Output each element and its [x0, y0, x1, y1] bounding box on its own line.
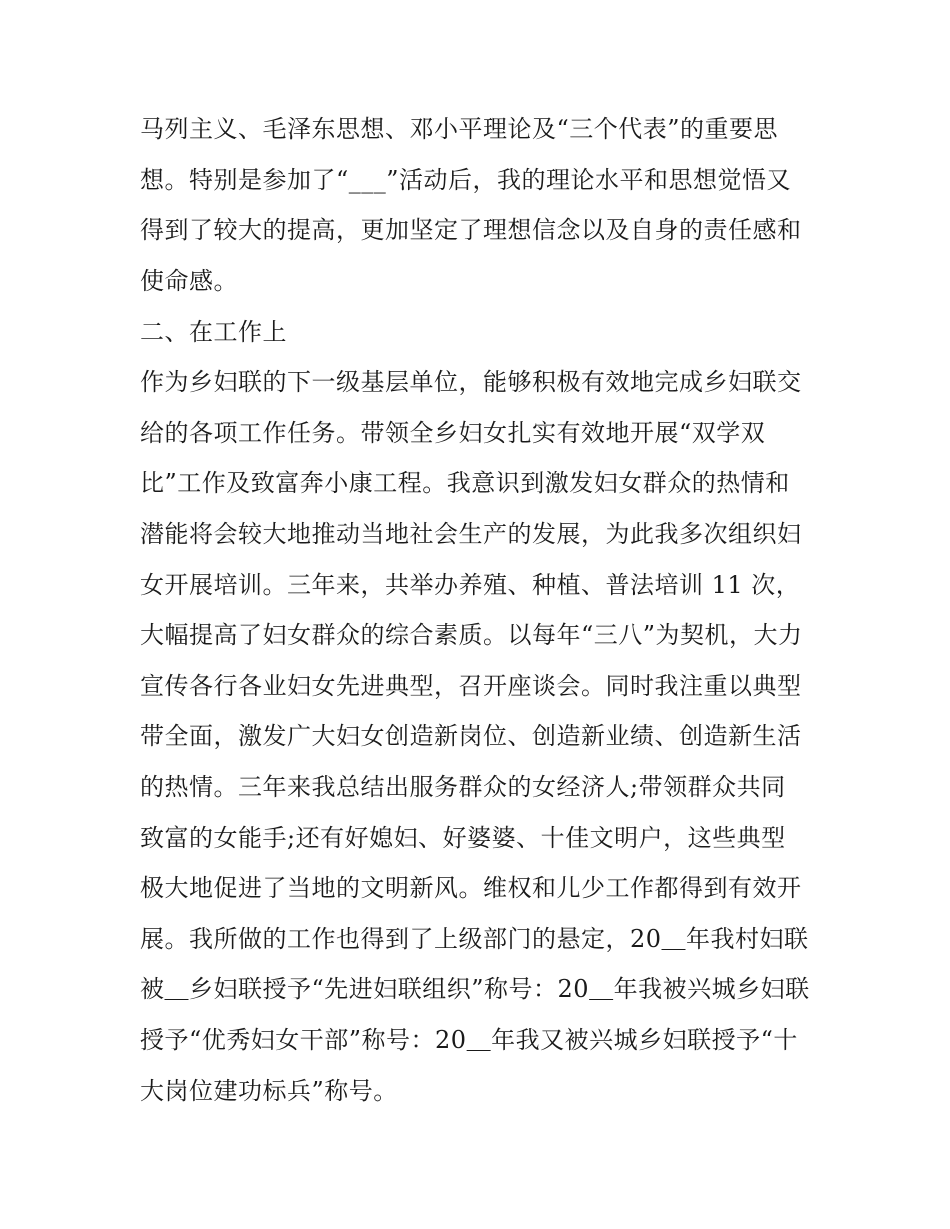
text-line: 大幅提高了妇女群众的综合素质。以每年“三八”为契机，大力 — [140, 621, 803, 649]
text-line: 作为乡妇联的下一级基层单位，能够积极有效地完成乡妇联交 — [140, 368, 802, 396]
text-line: 给的各项工作任务。带领全乡妇女扎实有效地开展“双学双 — [140, 419, 766, 447]
text-line: 极大地促进了当地的文明新风。维权和儿少工作都得到有效开 — [140, 874, 802, 902]
text-line: 大岗位建功标兵”称号。 — [140, 1077, 398, 1105]
text-line: 带全面，激发广大妇女创造新岗位、创造新业绩、创造新生活 — [140, 722, 802, 750]
text-line: 宣传各行各业妇女先进典型，召开座谈会。同时我注重以典型 — [140, 672, 802, 700]
text-line: 潜能将会较大地推动当地社会生产的发展，为此我多次组织妇 — [140, 520, 802, 548]
text-line: 女开展培训。三年来，共举办养殖、种植、普法培训 11 次， — [140, 571, 801, 599]
text-line: 的热情。三年来我总结出服务群众的女经济人;带领群众共同 — [140, 773, 786, 801]
text-line: 致富的女能手;还有好媳妇、好婆婆、十佳文明户，这些典型 — [140, 824, 786, 852]
text-line: 比”工作及致富奔小康工程。我意识到激发妇女群众的热情和 — [140, 469, 790, 497]
text-line: 展。我所做的工作也得到了上级部门的悬定，20＿年我村妇联 — [140, 925, 809, 953]
text-line: 得到了较大的提高，更加坚定了理想信念以及自身的责任感和 — [140, 216, 802, 244]
text-line: 马列主义、毛泽东思想、邓小平理论及“三个代表”的重要思 — [140, 115, 779, 143]
section-heading: 二、在工作上 — [140, 318, 287, 346]
text-line: 想。特别是参加了“___”活动后，我的理论水平和思想觉悟又 — [140, 166, 792, 194]
text-line: 使命感。 — [140, 267, 238, 295]
text-line: 授予“优秀妇女干部”称号：20＿年我又被兴城乡妇联授予“十 — [140, 1026, 798, 1054]
text-line: 被＿乡妇联授予“先进妇联组织”称号：20＿年我被兴城乡妇联 — [140, 975, 810, 1003]
